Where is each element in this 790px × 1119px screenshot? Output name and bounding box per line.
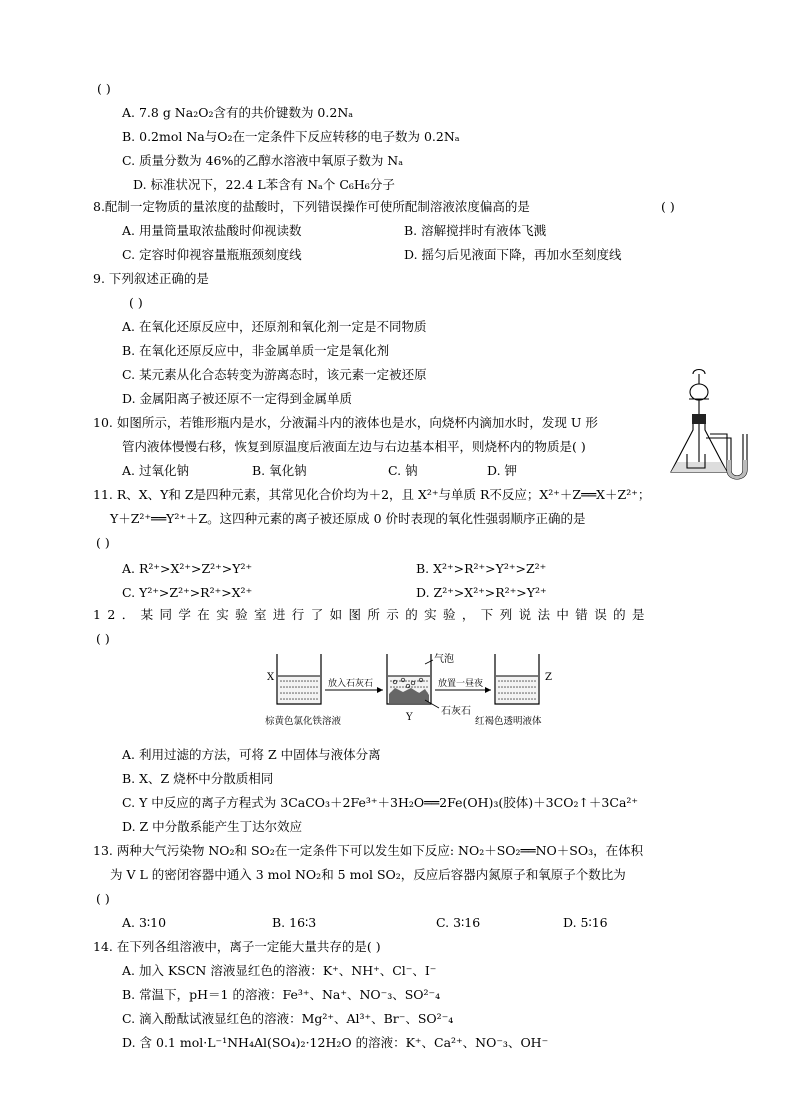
apparatus-figure-q10 bbox=[665, 368, 755, 480]
q10-line-4: C. 钠 bbox=[388, 463, 418, 478]
q8-line-3: B. 溶解搅拌时有液体飞溅 bbox=[404, 223, 547, 238]
q7-line-1: A. 7.8 g Na₂O₂含有的共价键数为 0.2Nₐ bbox=[122, 105, 354, 120]
q14-line-0: 14. 在下列各组溶液中，离子一定能大量共存的是( ) bbox=[93, 939, 381, 954]
q14-line-2: B. 常温下，pH＝1 的溶液：Fe³⁺、Na⁺、NO⁻₃、SO²⁻₄ bbox=[122, 987, 441, 1002]
q14-line-3: C. 滴入酚酞试液显红色的溶液：Mg²⁺、Al³⁺、Br⁻、SO²⁻₄ bbox=[122, 1011, 454, 1026]
q13-line-1: 为 V L 的密闭容器中通入 3 mol NO₂和 5 mol SO₂，反应后容器内氮原子和氧原子个数比为 bbox=[110, 867, 626, 882]
q8-line-0: 8.配制一定物质的量浓度的盐酸时，下列错误操作可使所配制溶液浓度偏高的是 bbox=[93, 199, 530, 214]
q7-line-4: D. 标准状况下，22.4 L苯含有 Nₐ个 C₆H₆分子 bbox=[133, 177, 395, 192]
q9-line-0: 9. 下列叙述正确的是 bbox=[93, 271, 209, 286]
q10-line-2: A. 过氧化钠 bbox=[122, 463, 189, 478]
figure-bubbles-label: 气泡 bbox=[434, 654, 454, 665]
q12-line-1: ( ) bbox=[96, 631, 110, 646]
figure-label-x: X bbox=[267, 672, 275, 683]
q13-line-3: A. 3∶10 bbox=[122, 915, 167, 930]
q9-line-2: A. 在氧化还原反应中，还原剂和氧化剂一定是不同物质 bbox=[122, 319, 427, 334]
figure-caption-x: 棕黄色氯化铁溶液 bbox=[265, 716, 342, 727]
q8-line-5: D. 摇匀后见液面下降，再加水至刻度线 bbox=[404, 247, 622, 262]
q12-line-4: C. Y 中反应的离子方程式为 3CaCO₃＋2Fe³⁺＋3H₂O══2Fe(OH)₃(胶体)＋3CO₂↑＋3Ca²⁺ bbox=[122, 795, 639, 810]
q7-line-3: C. 质量分数为 46%的乙醇水溶液中氧原子数为 Nₐ bbox=[122, 153, 404, 168]
q10-line-3: B. 氧化钠 bbox=[252, 463, 307, 478]
q11-line-2: ( ) bbox=[96, 535, 110, 550]
q11-line-6: D. Z²⁺>X²⁺>R²⁺>Y²⁺ bbox=[416, 585, 547, 600]
q13-line-5: C. 3∶16 bbox=[436, 915, 481, 930]
q11-line-4: B. X²⁺>R²⁺>Y²⁺>Z²⁺ bbox=[416, 561, 547, 576]
q11-line-5: C. Y²⁺>Z²⁺>R²⁺>X²⁺ bbox=[122, 585, 253, 600]
q10-line-5: D. 钾 bbox=[487, 463, 518, 478]
figure-limestone-label: 石灰石 bbox=[441, 706, 471, 717]
beaker-experiment-figure-q12 bbox=[265, 648, 555, 728]
q9-line-4: C. 某元素从化合态转变为游离态时，该元素一定被还原 bbox=[122, 367, 427, 382]
q8-line-1: ( ) bbox=[661, 199, 675, 214]
q11-line-1: Y＋Z²⁺══Y²⁺＋Z。这四种元素的离子被还原成 0 价时表现的氧化性强弱顺序正确的是 bbox=[110, 511, 586, 526]
figure-arrow-text-1: 放入石灰石 bbox=[328, 679, 374, 689]
beaker-y bbox=[387, 654, 431, 704]
q8-line-4: C. 定容时仰视容量瓶瓶颈刻度线 bbox=[122, 247, 302, 262]
q12-line-0: 12．某同学在实验室进行了如图所示的实验，下列说法中错误的是 bbox=[93, 607, 651, 622]
q12-line-2: A. 利用过滤的方法，可将 Z 中固体与液体分离 bbox=[122, 747, 381, 762]
q10-line-0: 10. 如图所示，若锥形瓶内是水，分液漏斗内的液体也是水，向烧杯内滴加水时，发现 U 形 bbox=[93, 415, 598, 430]
q7-line-0: ( ) bbox=[97, 81, 111, 96]
q14-line-1: A. 加入 KSCN 溶液显红色的溶液：K⁺、NH⁺、Cl⁻、I⁻ bbox=[122, 963, 437, 978]
q13-line-2: ( ) bbox=[96, 891, 110, 906]
beaker-z bbox=[495, 654, 539, 704]
figure-arrow-text-2: 放置一昼夜 bbox=[438, 679, 484, 689]
q9-line-1: ( ) bbox=[129, 295, 143, 310]
figure-label-z: Z bbox=[545, 672, 552, 683]
figure-caption-z: 红褐色透明液体 bbox=[475, 716, 542, 727]
figure-label-y: Y bbox=[406, 712, 413, 723]
q14-line-4: D. 含 0.1 mol·L⁻¹NH₄Al(SO₄)₂·12H₂O 的溶液：K⁺、Ca²⁺、NO⁻₃、OH⁻ bbox=[122, 1035, 549, 1050]
q10-line-1: 管内液体慢慢右移，恢复到原温度后液面左边与右边基本相平，则烧杯内的物质是( ) bbox=[122, 439, 586, 454]
q7-line-2: B. 0.2mol Na与O₂在一定条件下反应转移的电子数为 0.2Nₐ bbox=[122, 129, 460, 144]
q13-line-0: 13. 两种大气污染物 NO₂和 SO₂在一定条件下可以发生如下反应: NO₂＋SO₂══NO＋SO₃，在体积 bbox=[93, 843, 644, 858]
beaker-x bbox=[277, 654, 321, 704]
q11-line-3: A. R²⁺>X²⁺>Z²⁺>Y²⁺ bbox=[122, 561, 253, 576]
q13-line-4: B. 16∶3 bbox=[272, 915, 317, 930]
q8-line-2: A. 用量筒量取浓盐酸时仰视读数 bbox=[122, 223, 302, 238]
q13-line-6: D. 5∶16 bbox=[563, 915, 608, 930]
q9-line-5: D. 金属阳离子被还原不一定得到金属单质 bbox=[122, 391, 353, 406]
q11-line-0: 11. R、X、Y和 Z是四种元素，其常见化合价均为＋2，且 X²⁺与单质 R不反应；X²⁺＋Z══X＋Z²⁺； bbox=[93, 487, 651, 502]
q12-line-3: B. X、Z 烧杯中分散质相同 bbox=[122, 771, 274, 786]
q12-line-5: D. Z 中分散系能产生丁达尔效应 bbox=[122, 819, 303, 834]
q9-line-3: B. 在氧化还原反应中，非金属单质一定是氧化剂 bbox=[122, 343, 390, 358]
